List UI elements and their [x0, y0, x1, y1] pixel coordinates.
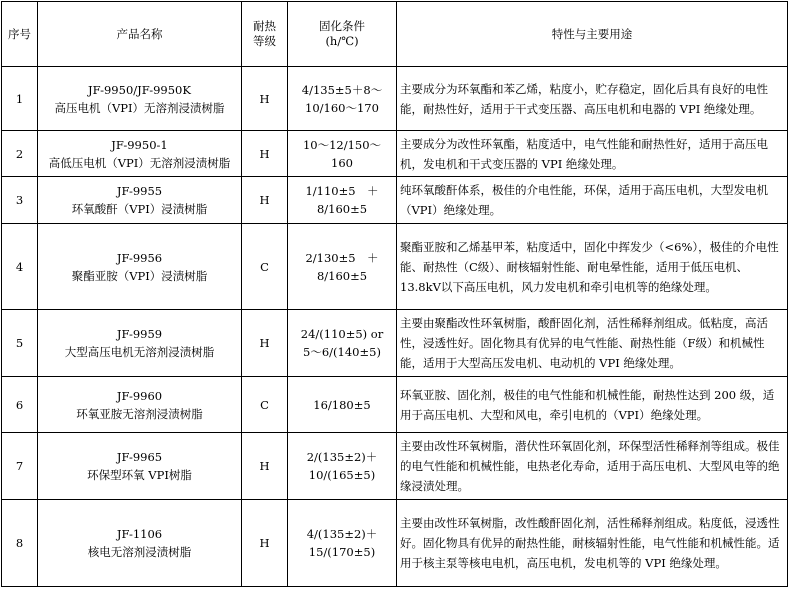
product-name: 环氧酸酐（VPI）浸渍树脂	[71, 202, 208, 216]
product-name: 高低压电机（VPI）无溶剂浸渍树脂	[48, 155, 231, 170]
cure-line2: 15/(170±5)	[308, 545, 376, 559]
row-product	[38, 433, 242, 500]
product-code: JF-9955	[116, 184, 163, 198]
row-cure	[288, 177, 397, 224]
product-name: 环保型环氧 VPI树脂	[87, 468, 192, 482]
table-row	[2, 433, 788, 500]
row-seq: 6	[2, 377, 38, 433]
header-heat-line2: 等级	[253, 34, 276, 48]
product-name: 核电无溶剂浸渍树脂	[87, 545, 192, 559]
header-cure	[288, 2, 397, 67]
product-code: JF-9956	[116, 250, 163, 265]
row-cure	[288, 433, 397, 500]
table-row	[2, 131, 788, 177]
row-product	[38, 224, 242, 310]
header-seq: 序号	[2, 2, 38, 67]
row-seq: 8	[2, 500, 38, 587]
cure-line1: 4/(135±2)＋	[306, 527, 378, 541]
product-name: 大型高压电机无溶剂浸渍树脂	[64, 345, 215, 359]
table-row	[2, 377, 788, 433]
row-heat: C	[242, 377, 288, 433]
cure-line1: 16/180±5	[313, 397, 371, 412]
product-code: JF-9950/JF-9950K	[88, 82, 191, 97]
row-seq: 2	[2, 131, 38, 177]
row-desc: 聚酯亚胺和乙烯基甲苯，粘度适中，固化中挥发少（<6%），极佳的介电性能、耐热性（C级）、耐核辐射性能、耐电晕性能，适用于低压电机、13.8kV以下高压电机，风力发电机和牵引电机等的绝缘处理。	[397, 224, 788, 310]
cure-line2: 10/160～170	[305, 100, 379, 115]
row-heat: H	[242, 500, 288, 587]
table-row	[2, 310, 788, 377]
cure-line1: 2/(135±2)＋	[306, 450, 378, 464]
row-heat: H	[242, 177, 288, 224]
row-heat: C	[242, 224, 288, 310]
row-desc: 主要成分为环氧酯和苯乙烯，粘度小，贮存稳定，固化后具有良好的电性能，耐热性好，适用于干式变压器、高压电机和电器的 VPI 绝缘处理。	[397, 67, 788, 131]
row-heat: H	[242, 433, 288, 500]
cure-line2: 8/160±5	[316, 202, 368, 216]
cure-line1: 10～12/150～	[302, 137, 382, 152]
cure-line2: 10/(165±5)	[308, 468, 376, 482]
row-desc: 环氧亚胺、固化剂，极佳的电气性能和机械性能，耐热性达到 200 级，适用于高压电机、大型和风电，牵引电机的（VPI）绝缘处理。	[397, 377, 788, 433]
header-use: 特性与主要用途	[397, 2, 788, 67]
product-code: JF-9959	[116, 327, 163, 341]
header-name: 产品名称	[38, 2, 242, 67]
row-product	[38, 377, 242, 433]
header-heat-line1: 耐热	[253, 19, 276, 33]
row-product	[38, 500, 242, 587]
table-row	[2, 224, 788, 310]
row-heat: H	[242, 67, 288, 131]
row-seq: 1	[2, 67, 38, 131]
header-heat	[242, 2, 288, 67]
row-seq: 4	[2, 224, 38, 310]
row-cure	[288, 224, 397, 310]
row-desc: 主要由改性环氧树脂，改性酸酐固化剂，活性稀释剂组成。粘度低，浸透性好。固化物具有优异的耐热性能，耐核辐射性能，电气性能和机械性能。适用于核主泵等核电电机，高压电机，发电机等的 VPI 绝缘处理。	[397, 500, 788, 587]
product-code: JF-9950-1	[111, 137, 168, 152]
row-product	[38, 177, 242, 224]
product-code: JF-1106	[116, 527, 163, 541]
row-desc: 主要成分为改性环氧酯，粘度适中，电气性能和耐热性好，适用于高压电机，发电机和干式变压器的 VPI 绝缘处理。	[397, 131, 788, 177]
row-product	[38, 67, 242, 131]
cure-line1: 4/135±5＋8～	[301, 82, 383, 97]
row-product	[38, 310, 242, 377]
cure-line2: 160	[331, 155, 353, 170]
header-cure-line2: (h/℃)	[325, 34, 359, 48]
row-desc: 主要由聚酯改性环氧树脂，酸酐固化剂，活性稀释剂组成。低粘度，高活性，浸透性好。固化物具有优异的电气性能、耐热性能（F级）和机械性能，适用于大型高压发电机、电动机的 VPI 绝缘处理。	[397, 310, 788, 377]
cure-line1: 24/(110±5) or	[300, 327, 384, 341]
cure-line1: 2/130±5 ＋	[305, 250, 379, 265]
header-row	[2, 2, 788, 67]
product-code: JF-9960	[116, 388, 163, 403]
row-cure	[288, 310, 397, 377]
product-name: 环氧亚胺无溶剂浸渍树脂	[76, 406, 203, 421]
row-product	[38, 131, 242, 177]
row-cure	[288, 67, 397, 131]
resin-product-table	[1, 1, 788, 587]
row-desc: 纯环氧酸酐体系，极佳的介电性能，环保，适用于高压电机，大型发电机（VPI）绝缘处理。	[397, 177, 788, 224]
row-heat: H	[242, 310, 288, 377]
row-cure	[288, 131, 397, 177]
row-heat: H	[242, 131, 288, 177]
cure-line1: 1/110±5 ＋	[305, 184, 379, 198]
table-row	[2, 67, 788, 131]
table-row	[2, 177, 788, 224]
row-cure	[288, 500, 397, 587]
row-desc: 主要由改性环氧树脂，潜伏性环氧固化剂，环保型活性稀释剂等组成。极佳的电气性能和机械性能，电热老化寿命，适用于高压电机、大型风电等的绝缘浸渍处理。	[397, 433, 788, 500]
row-seq: 3	[2, 177, 38, 224]
table-row	[2, 500, 788, 587]
row-cure	[288, 377, 397, 433]
header-cure-line1: 固化条件	[319, 19, 365, 33]
row-seq: 5	[2, 310, 38, 377]
row-seq: 7	[2, 433, 38, 500]
cure-line2: 5～6/(140±5)	[303, 345, 381, 359]
product-name: 聚酯亚胺（VPI）浸渍树脂	[71, 268, 208, 283]
cure-line2: 8/160±5	[316, 268, 368, 283]
product-code: JF-9965	[116, 450, 163, 464]
product-name: 高压电机（VPI）无溶剂浸渍树脂	[54, 100, 225, 115]
